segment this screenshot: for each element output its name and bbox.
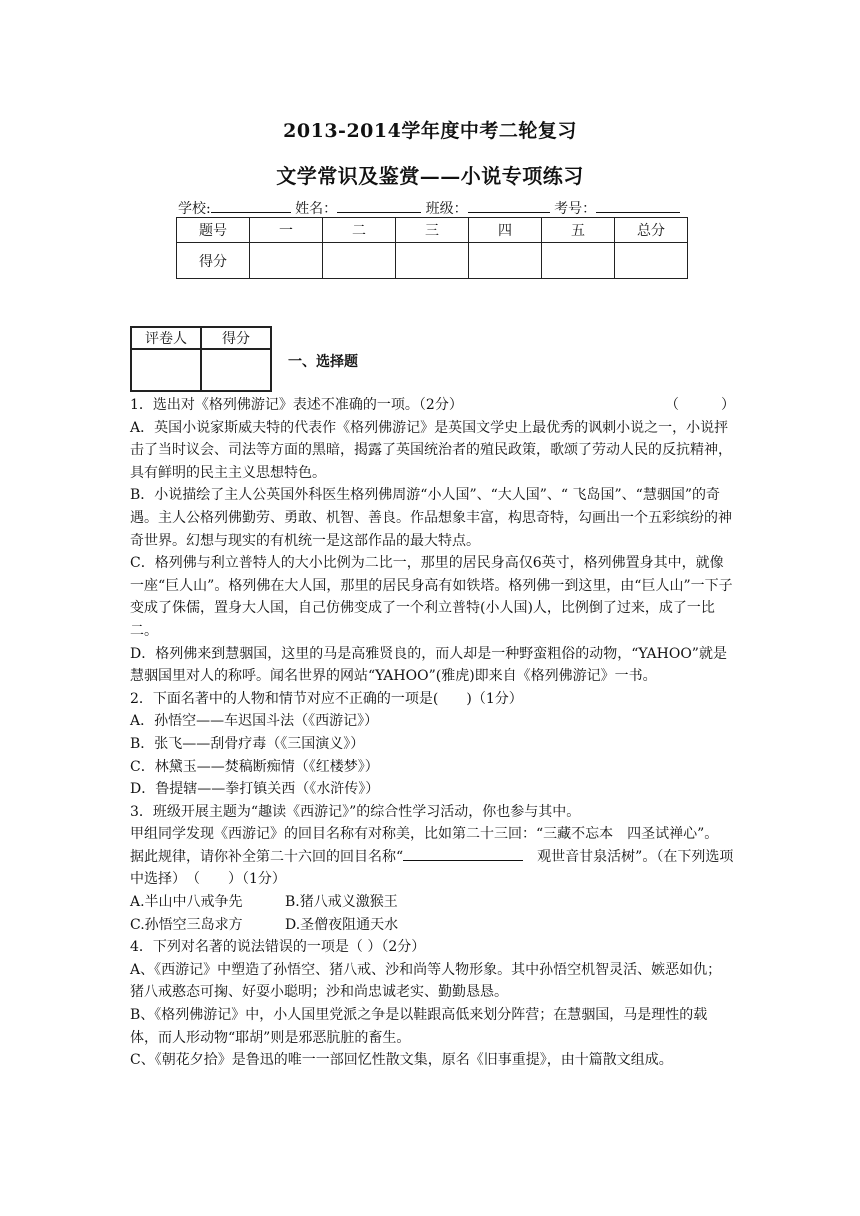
question-4-stem: 4．下列对名著的说法错误的一项是（ ）（2分） xyxy=(130,939,426,956)
student-info-line xyxy=(178,198,680,218)
reviewer-label: 评卷人 xyxy=(131,327,201,349)
exam-subtitle: 文学常识及鉴赏——小说专项练习 xyxy=(276,164,584,188)
question-3-example: 甲组同学发现《西游记》的回目名称有对称美，比如第二十三回：“三藏不忘本 四圣试禅心”。 xyxy=(130,826,719,843)
answer-parentheses: （ ） xyxy=(665,397,735,413)
grader-score-cell[interactable] xyxy=(201,349,271,391)
question-1-option-b: B．小说描绘了主人公英国外科医生格列佛周游“小人国”、“大人国”、“ 飞岛国”、“慧骃国”的奇遇。主人公格列佛勤劳、勇敢、机智、善良。作品想象丰富，构思奇特，勾画出一个五彩缤纷的神奇世界。幻想与现实的有机统一是这部作品的最大特点。 xyxy=(130,487,732,549)
prompt-text: 据此规律，请你补全第二十六回的回目名称“ xyxy=(130,848,404,865)
score-row-label: 得分 xyxy=(177,243,250,279)
section-title: 一、选择题 xyxy=(288,354,358,370)
question-1-option-a: A．英国小说家斯威夫特的代表作《格列佛游记》是英国文学史上最优秀的讽刺小说之一，小说抨击了当时议会、司法等方面的黑暗，揭露了英国统治者的殖民政策，歌颂了劳动人民的反抗精神，具有鲜明的民主主义思想特色。 xyxy=(130,419,732,481)
score-header-cell: 题号 xyxy=(177,218,250,243)
question-4-option-c: C、《朝花夕拾》是鲁迅的唯一一部回忆性散文集，原名《旧事重提》，由十篇散文组成。 xyxy=(130,1052,673,1069)
question-2-option-a: A．孙悟空——车迟国斗法（《西游记》） xyxy=(130,713,379,730)
question-1-option-c: C．格列佛与利立普特人的大小比例为二比一，那里的居民身高仅6英寸，格列佛置身其中，就像一座“巨人山”。格列佛在大人国，那里的居民身高有如铁塔。格列佛一到这里，由“巨人山”一下子变成了侏儒，置身大人国，自己仿佛变成了一个利立普特(小人国)人，比例倒了过来，成了一比二。 xyxy=(130,555,733,639)
question-3-options-row-1 xyxy=(130,891,735,914)
score-header-cell: 二 xyxy=(323,218,396,243)
school-label: 学校: xyxy=(178,201,211,217)
grader-score-label: 得分 xyxy=(201,327,271,349)
question-3-option-b: B.猪八戒义激猴王 xyxy=(285,894,398,911)
question-2-option-d: D．鲁提辖——拳打镇关西（《水浒传》） xyxy=(130,781,380,798)
question-3-prompt xyxy=(130,846,735,891)
question-1-option-d: D．格列佛来到慧骃国，这里的马是高雅贤良的，而人却是一种野蛮粗俗的动物，“YAHOO”就是慧骃国里对人的称呼。闻名世界的网站“YAHOO”(雅虎)即来自《格列佛游记》一书。 xyxy=(130,645,727,685)
name-label: 姓名： xyxy=(295,201,338,217)
question-4-option-a: A、《西游记》中塑造了孙悟空、猪八戒、沙和尚等人物形象。其中孙悟空机智灵活、嫉恶如仇；猪八戒憨态可掬、好耍小聪明；沙和尚忠诚老实、勤勤恳恳。 xyxy=(130,961,722,1001)
question-text: 1．选出对《格列佛游记》表述不准确的一项。（2分） xyxy=(130,397,463,413)
prompt-text-end: 观世音甘泉活树”。（在下列选项中选择） （ ）（1分） xyxy=(130,848,734,888)
score-cell[interactable] xyxy=(615,243,688,279)
score-table xyxy=(176,217,688,279)
question-body xyxy=(130,394,735,1072)
exam-no-field[interactable] xyxy=(596,198,680,213)
class-field[interactable] xyxy=(468,198,550,213)
question-3-option-d: D.圣僧夜阻通天水 xyxy=(285,916,399,933)
reviewer-cell[interactable] xyxy=(131,349,201,391)
question-3-option-c: C.孙悟空三岛求方 xyxy=(130,916,243,933)
score-header-cell: 四 xyxy=(469,218,542,243)
score-cell[interactable] xyxy=(323,243,396,279)
fill-blank[interactable] xyxy=(403,846,523,861)
score-cell[interactable] xyxy=(542,243,615,279)
question-2-option-b: B．张飞——刮骨疗毒（《三国演义》） xyxy=(130,735,365,752)
question-3-stem: 3．班级开展主题为“趣读《西游记》”的综合性学习活动，你也参与其中。 xyxy=(130,803,581,820)
score-header-cell: 三 xyxy=(396,218,469,243)
question-3-option-a: A.半山中八戒争先 xyxy=(130,894,243,911)
exam-no-label: 考号： xyxy=(554,201,597,217)
score-header-cell: 五 xyxy=(542,218,615,243)
score-header-cell: 总分 xyxy=(615,218,688,243)
question-2-option-c: C．林黛玉——焚稿断痴情（《红楼梦》） xyxy=(130,758,379,775)
class-label: 班级： xyxy=(425,201,468,217)
question-1-stem xyxy=(130,394,735,417)
school-field[interactable] xyxy=(211,198,291,213)
grader-box xyxy=(130,326,272,392)
question-4-option-b: B、《格列佛游记》中，小人国里党派之争是以鞋跟高低来划分阵营；在慧骃国，马是理性的载体，而人形动物“耶胡”则是邪恶肮脏的畜生。 xyxy=(130,1007,708,1046)
score-cell[interactable] xyxy=(250,243,323,279)
score-cell[interactable] xyxy=(469,243,542,279)
question-3-options-row-2 xyxy=(130,914,735,937)
score-header-cell: 一 xyxy=(250,218,323,243)
question-2-stem: 2．下面名著中的人物和情节对应不正确的一项是( )（1分） xyxy=(130,690,523,707)
exam-title: 2013-2014学年度中考二轮复习 xyxy=(283,120,577,142)
score-cell[interactable] xyxy=(396,243,469,279)
name-field[interactable] xyxy=(337,198,421,213)
